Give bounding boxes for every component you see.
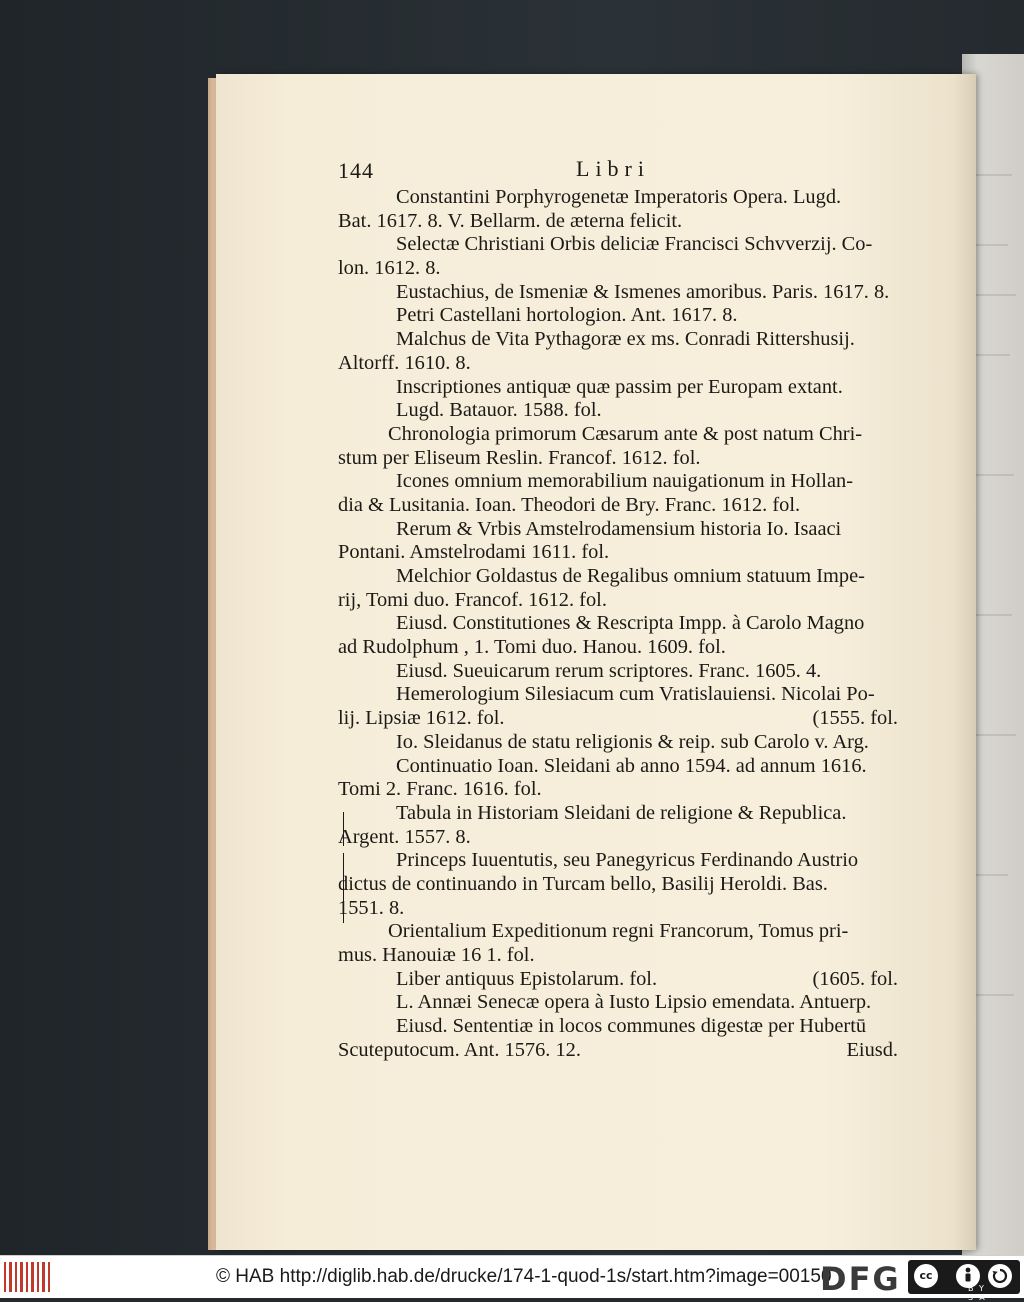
line-text: Argent. 1557. 8. <box>338 825 471 848</box>
text-line <box>338 589 898 613</box>
text-line <box>338 494 898 518</box>
page-header <box>338 156 898 186</box>
text-line <box>338 210 898 234</box>
text-line <box>338 849 898 873</box>
text-line <box>338 826 898 850</box>
text-line <box>338 470 898 494</box>
text-line <box>338 873 898 897</box>
line-text: Petri Castellani hortologion. Ant. 1617. 8. <box>396 304 738 327</box>
text-line <box>338 897 898 921</box>
line-text: Inscriptiones antiquæ quæ passim per Europam extant. <box>396 375 843 398</box>
text-line <box>338 328 898 352</box>
text-line <box>338 376 898 400</box>
line-text: Eiusd. Sueuicarum rerum scriptores. Franc. 1605. 4. <box>396 659 822 682</box>
bleed-through-line <box>972 474 1014 476</box>
text-line <box>338 802 898 826</box>
line-text: Orientalium Expeditionum regni Francorum, Tomus pri- <box>388 920 849 943</box>
line-text: rij, Tomi duo. Francof. 1612. fol. <box>338 588 607 611</box>
license-labels: BY SA <box>968 1284 991 1302</box>
hab-logo-icon[interactable] <box>4 1262 50 1292</box>
line-text: Constantini Porphyrogenetæ Imperatoris Opera. Lugd. <box>396 186 842 208</box>
viewer-footer <box>0 1255 1024 1302</box>
line-text: Eiusd. Constitutiones & Rescripta Impp. à Carolo Magno <box>396 612 865 635</box>
line-right-text: (1555. fol. <box>812 707 898 730</box>
text-line <box>338 731 898 755</box>
bleed-through-line <box>972 294 1016 296</box>
text-line <box>338 423 898 447</box>
text-line <box>338 257 898 281</box>
text-line <box>338 518 898 542</box>
text-line <box>338 683 898 707</box>
line-text: Icones omnium memorabilium nauigationum in Hollan- <box>396 470 854 493</box>
bibliography-entries <box>338 186 898 1062</box>
bleed-through-line <box>972 354 1010 356</box>
line-text: Princeps Iuuentutis, seu Panegyricus Ferdinando Austrio <box>396 849 859 872</box>
text-line <box>338 636 898 660</box>
cc-icon: cc <box>914 1264 938 1288</box>
text-line <box>338 1039 898 1063</box>
page-text-block <box>338 156 898 1062</box>
line-text: Malchus de Vita Pythagoræ ex ms. Conradi Rittershusij. <box>396 328 855 351</box>
text-line <box>338 1015 898 1039</box>
line-text: L. Annæi Senecæ opera à Iusto Lipsio emendata. Antuerp. <box>396 991 872 1014</box>
bleed-through-line <box>972 174 1012 176</box>
page-number: 144 <box>338 158 374 183</box>
line-text: lij. Lipsiæ 1612. fol. <box>338 707 505 730</box>
text-line <box>338 920 898 944</box>
line-text: Lugd. Batauor. 1588. fol. <box>396 399 602 422</box>
bleed-through-line <box>972 874 1008 876</box>
line-text: Eustachius, de Ismeniæ & Ismenes amoribus. Paris. 1617. 8. <box>396 280 890 303</box>
bleed-through-line <box>972 614 1012 616</box>
text-line <box>338 281 898 305</box>
cc-license-badge[interactable] <box>908 1260 1020 1302</box>
line-text: 1551. 8. <box>338 896 405 919</box>
line-text: Altorff. 1610. 8. <box>338 351 471 374</box>
line-text: stum per Eliseum Reslin. Francof. 1612. fol. <box>338 446 701 469</box>
text-line <box>338 778 898 802</box>
line-text: Chronologia primorum Cæsarum ante & post natum Chri- <box>388 422 863 445</box>
text-line <box>338 399 898 423</box>
line-text: Rerum & Vrbis Amstelrodamensium historia Io. Isaaci <box>396 517 842 540</box>
line-text: Tabula in Historiam Sleidani de religione & Republica. <box>396 801 847 824</box>
line-text: ad Rudolphum , 1. Tomi duo. Hanou. 1609. fol. <box>338 636 726 659</box>
bleed-through-line <box>972 734 1016 736</box>
line-text: Scuteputocum. Ant. 1576. 12. <box>338 1038 581 1061</box>
dfg-logo[interactable]: DFG <box>820 1260 901 1298</box>
line-text: Eiusd. Sententiæ in locos communes digestæ per Hubertū <box>396 1015 867 1038</box>
margin-bracket <box>343 853 350 923</box>
line-text: Liber antiquus Epistolarum. fol. <box>396 967 658 990</box>
text-line <box>338 233 898 257</box>
line-text: lon. 1612. 8. <box>338 257 441 280</box>
bleed-through-line <box>972 994 1014 996</box>
line-text: dia & Lusitania. Ioan. Theodori de Bry. Franc. 1612. fol. <box>338 493 801 516</box>
line-text: Continuatio Ioan. Sleidani ab anno 1594. ad annum 1616. <box>396 754 867 777</box>
text-line <box>338 352 898 376</box>
line-right-text: Eiusd. <box>846 1038 898 1061</box>
line-text: mus. Hanouiæ 16 1. fol. <box>338 944 535 966</box>
line-text: Melchior Goldastus de Regalibus omnium statuum Impe- <box>396 565 865 587</box>
text-line <box>338 541 898 565</box>
text-line <box>338 991 898 1015</box>
text-line <box>338 660 898 684</box>
line-text: Tomi 2. Franc. 1616. fol. <box>338 778 542 801</box>
margin-bracket <box>343 812 350 846</box>
running-head: Libri <box>576 156 650 181</box>
text-line <box>338 944 898 968</box>
line-text: Pontani. Amstelrodami 1611. fol. <box>338 541 610 564</box>
text-line <box>338 612 898 636</box>
text-line <box>338 447 898 471</box>
source-url-link[interactable]: © HAB http://diglib.hab.de/drucke/174-1-quod-1s/start.htm?image=00150 <box>216 1266 832 1287</box>
text-line <box>338 968 898 992</box>
line-text: Io. Sleidanus de statu religionis & reip. sub Carolo v. Arg. <box>396 730 869 753</box>
line-text: dictus de continuando in Turcam bello, Basilij Heroldi. Bas. <box>338 872 828 895</box>
text-line <box>338 755 898 779</box>
line-text: Hemerologium Silesiacum cum Vratislauiensi. Nicolai Po- <box>396 683 875 706</box>
bleed-through-line <box>972 244 1008 246</box>
text-line <box>338 707 898 731</box>
text-line <box>338 565 898 589</box>
line-text: Selectæ Christiani Orbis deliciæ Francisci Schvverzij. Co- <box>396 233 873 256</box>
text-line <box>338 304 898 328</box>
text-line <box>338 186 898 210</box>
line-text: Bat. 1617. 8. V. Bellarm. de æterna felicit. <box>338 209 683 232</box>
line-right-text: (1605. fol. <box>812 967 898 990</box>
